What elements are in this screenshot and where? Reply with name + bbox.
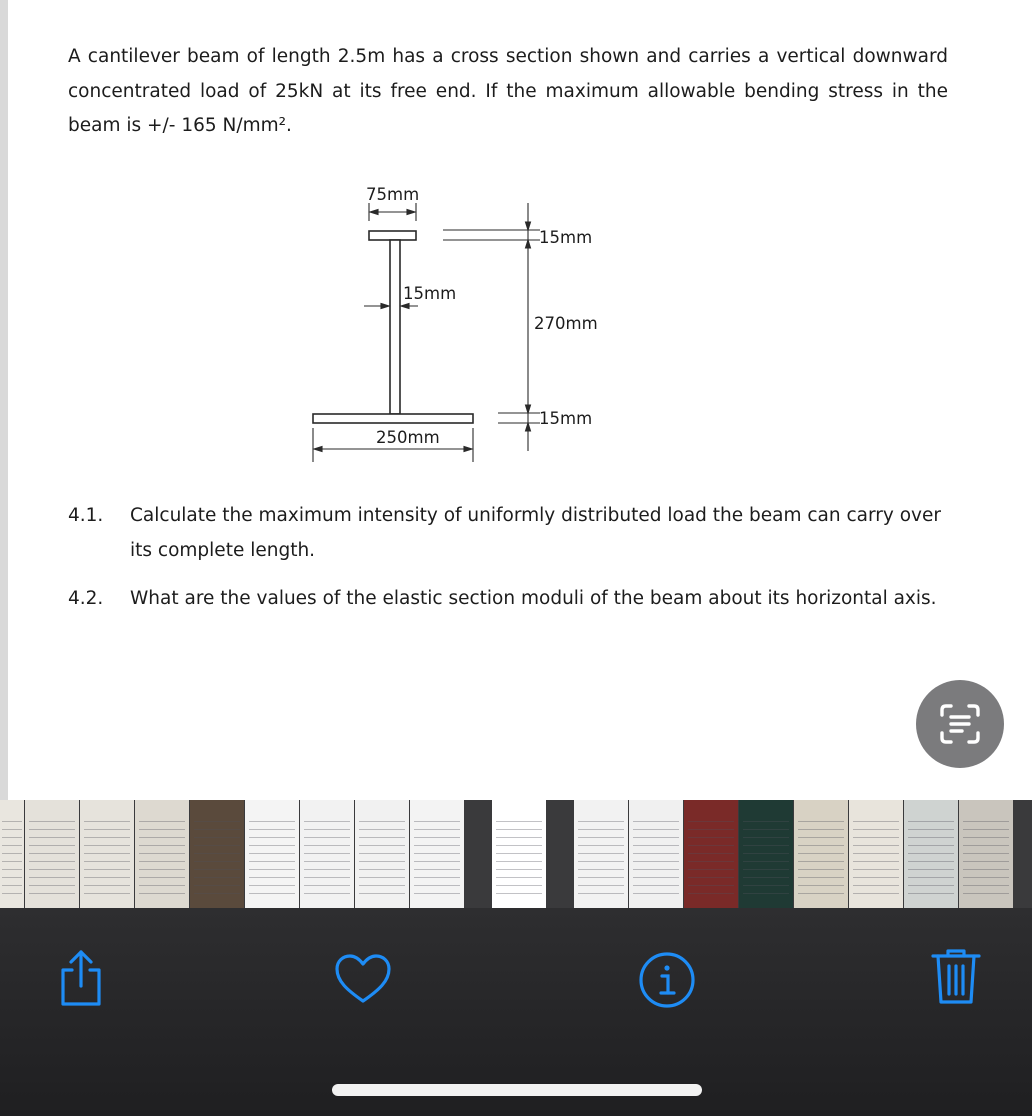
thumbnail[interactable] [190, 800, 244, 908]
web [390, 240, 400, 414]
thumbnail[interactable] [80, 800, 134, 908]
thumbnail[interactable] [904, 800, 958, 908]
question-4-2 [68, 582, 950, 618]
thumbnail[interactable] [684, 800, 738, 908]
problem-statement: A cantilever beam of length 2.5m has a cross section shown and carries a vertical downward concentrated load of 25kN at its free end. If the maximum allowable bending stress in the beam is +/- 165 N/mm². [68, 46, 948, 136]
trash-icon [929, 946, 983, 1006]
thumbnail[interactable] [300, 800, 354, 908]
photo-edge [0, 0, 8, 800]
info-icon [638, 951, 696, 1009]
thumbnail[interactable] [25, 800, 79, 908]
favorite-button[interactable] [333, 948, 393, 1008]
beam-cross-section-diagram [300, 175, 640, 470]
heart-icon [333, 952, 393, 1004]
thumbnail[interactable] [245, 800, 299, 908]
thumbnail[interactable] [739, 800, 793, 908]
thumbnail[interactable] [794, 800, 848, 908]
thumbnail-strip[interactable] [0, 800, 1032, 908]
dim-top-flange-thickness: 15mm [539, 228, 593, 247]
question-text: What are the values of the elastic section moduli of the beam about its horizontal axis. [130, 588, 937, 609]
dim-bottom-flange-width: 250mm [376, 428, 440, 447]
live-text-button[interactable] [916, 680, 1004, 768]
top-flange [369, 231, 416, 240]
thumbnail[interactable] [849, 800, 903, 908]
thumbnail[interactable] [355, 800, 409, 908]
dim-web-thickness: 15mm [403, 284, 457, 303]
dim-web-height: 270mm [534, 314, 598, 333]
thumbnail[interactable] [465, 800, 491, 908]
thumbnail[interactable] [492, 800, 546, 908]
delete-button[interactable] [926, 946, 986, 1006]
question-4-1 [68, 499, 950, 569]
question-text: Calculate the maximum intensity of uniformly distributed load the beam can carry over its complete length. [130, 505, 941, 561]
dim-bottom-flange-thickness: 15mm [539, 409, 593, 428]
thumbnail[interactable] [410, 800, 464, 908]
question-number: 4.1. [68, 505, 104, 526]
dim-top-flange-width: 75mm [366, 185, 420, 204]
share-icon [55, 948, 107, 1008]
share-button[interactable] [51, 948, 111, 1008]
live-text-icon [938, 702, 982, 746]
question-number: 4.2. [68, 588, 104, 609]
thumbnail[interactable] [574, 800, 628, 908]
thumbnail[interactable] [135, 800, 189, 908]
thumbnail[interactable] [0, 800, 24, 908]
home-indicator[interactable] [332, 1084, 702, 1096]
thumbnail[interactable] [959, 800, 1013, 908]
bottom-flange [313, 414, 473, 423]
thumbnail[interactable] [629, 800, 683, 908]
thumbnail[interactable] [547, 800, 573, 908]
info-button[interactable] [637, 950, 697, 1010]
